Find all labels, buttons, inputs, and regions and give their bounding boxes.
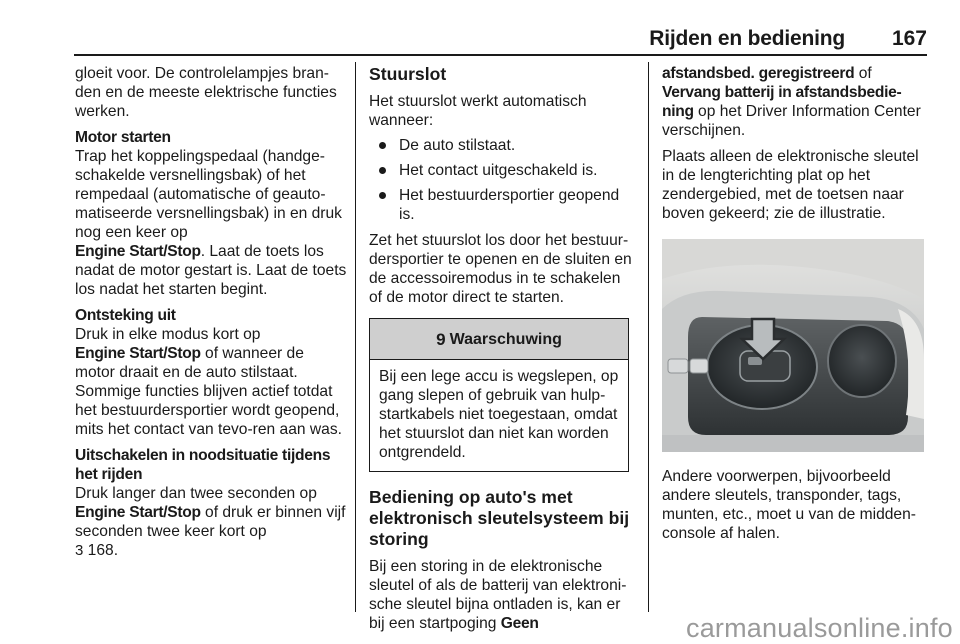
list-item: Het bestuurdersportier geopend is. — [369, 186, 637, 224]
column-divider-2 — [648, 62, 649, 612]
warning-box — [369, 318, 629, 472]
noodsituatie-heading: Uitschakelen in noodsituatie tijdens het rijden — [75, 447, 331, 483]
message-replace-battery: Vervang batterij in afstandsbedie-ning — [662, 84, 902, 120]
ontsteking-uit-text: Druk in elke modus kort op Engine Start/Stop of wanneer de motor draait en de auto stilstaat. Sommige functies blijven actief totdat het bestuurdersportier wordt geopend, mits het contact van tevo-ren aan was. — [75, 326, 342, 438]
engine-start-stop-label: Engine Start/Stop — [75, 345, 201, 362]
noodsituatie-text: Druk langer dan twee seconden op Engine Start/Stop of druk er binnen vijf seconden twee keer kort op 3 168. — [75, 485, 346, 559]
message-registered: afstandsbed. geregistreerd — [662, 65, 855, 82]
stuurslot-conditions-list — [369, 136, 637, 224]
intro-paragraph: gloeit voor. De controlelampjes bran-den en de meeste elektrische functies werken. — [75, 65, 337, 120]
storing-heading: Bediening op auto's met elektronisch sleutelsysteem bij storing — [369, 487, 630, 549]
section-title: Rijden en bediening — [649, 27, 845, 50]
warning-text: Bij een lege accu is wegslepen, op gang slepen of gebruik van hulp-startkabels niet toegestaan, omdat het stuurslot dan niet kan worden ontgrendeld. — [379, 368, 619, 461]
engine-start-stop-label: Engine Start/Stop — [75, 504, 201, 521]
page-ref[interactable]: 168. — [83, 542, 119, 559]
column-divider-1 — [355, 62, 356, 612]
stuurslot-heading: Stuurslot — [369, 64, 447, 84]
key-placement-photo — [662, 239, 924, 452]
ontsteking-uit-heading: Ontsteking uit — [75, 307, 176, 324]
storing-text: Bij een storing in de elektronische sleutel of als de batterij van elektroni-sche sleutel bijna ontladen is, kan er bij een startpoging Geen — [369, 558, 627, 632]
page-header — [74, 20, 927, 56]
column-2 — [369, 64, 637, 633]
list-item: Het contact uitgeschakeld is. — [369, 161, 637, 180]
column-1 — [75, 64, 347, 560]
page-number: 167 — [891, 27, 927, 50]
placement-paragraph: Plaats alleen de elektronische sleutel in de lengterichting plat op het zendergebied, met de toetsen naar boven gekeerd; zie de illustratie. — [662, 148, 919, 222]
motor-starten-heading: Motor starten — [75, 129, 171, 146]
motor-starten-text: Trap het koppelingspedaal (handge-schakelde versnellingsbak) of het rempedaal (automatische of geauto-matiseerde versnellingsbak) in en druk nog een keer op Engine Start/Stop. Laat de toets los nadat de motor gestart is. Laat de toets los nadat het starten begint. — [75, 148, 347, 298]
list-item: De auto stilstaat. — [369, 136, 637, 155]
warning-icon: 9 — [436, 329, 446, 349]
warning-title: Waarschuwing — [449, 330, 562, 348]
watermark: carmanualsonline.info — [686, 613, 953, 643]
console-illustration — [662, 239, 924, 452]
stuurslot-intro: Het stuurslot werkt automatisch wanneer: — [369, 93, 587, 129]
remove-objects-paragraph: Andere voorwerpen, bijvoorbeeld andere sleutels, transponder, tags, munten, etc., moet u van de midden-console af halen. — [662, 468, 916, 542]
warning-header — [370, 319, 628, 360]
column-3 — [662, 64, 930, 543]
stuurslot-text: Zet het stuurslot los door het bestuur-dersportier te openen en de sluiten en de accessoiremodus in te schakelen of de motor direct te starten. — [369, 232, 632, 306]
page-ref-arrow-icon[interactable]: 3 — [75, 542, 84, 559]
message-paragraph: afstandsbed. geregistreerd of Vervang batterij in afstandsbedie-ning op het Driver Information Center verschijnen. — [662, 65, 921, 139]
engine-start-stop-label: Engine Start/Stop — [75, 243, 201, 260]
